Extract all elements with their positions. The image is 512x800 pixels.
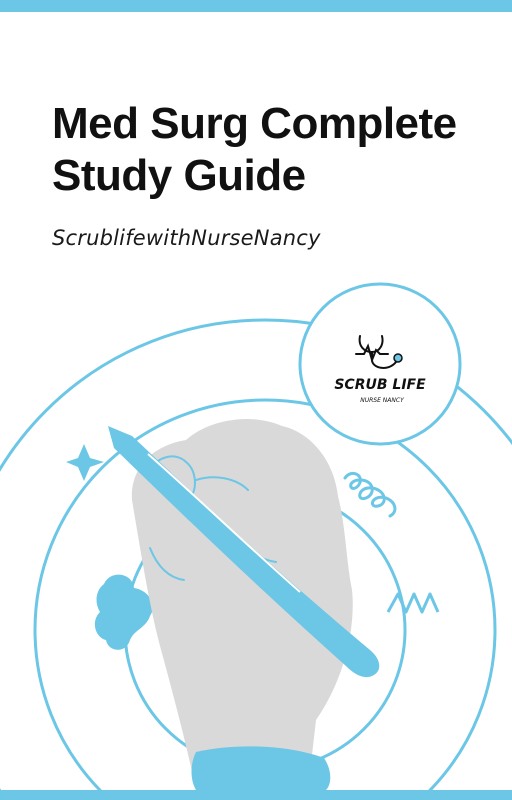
logo-tagline: NURSE NANCY	[360, 397, 404, 404]
page-title	[52, 98, 492, 202]
top-accent-bar	[0, 0, 512, 12]
title-line-2: Study Guide	[52, 151, 306, 200]
sparkle-icon	[66, 444, 104, 481]
zigzag-icon	[388, 594, 438, 612]
logo-badge	[300, 284, 460, 444]
author-name: ScrublifewithNurseNancy	[52, 226, 321, 250]
blob-icon	[95, 575, 153, 650]
title-line-1: Med Surg Complete	[52, 99, 457, 148]
logo-brand: SCRUB LIFE	[334, 377, 426, 393]
cover-illustration	[0, 270, 512, 790]
bottom-accent-bar	[0, 790, 512, 800]
swirl-icon	[345, 473, 395, 516]
stethoscope-bell-icon	[394, 354, 402, 362]
